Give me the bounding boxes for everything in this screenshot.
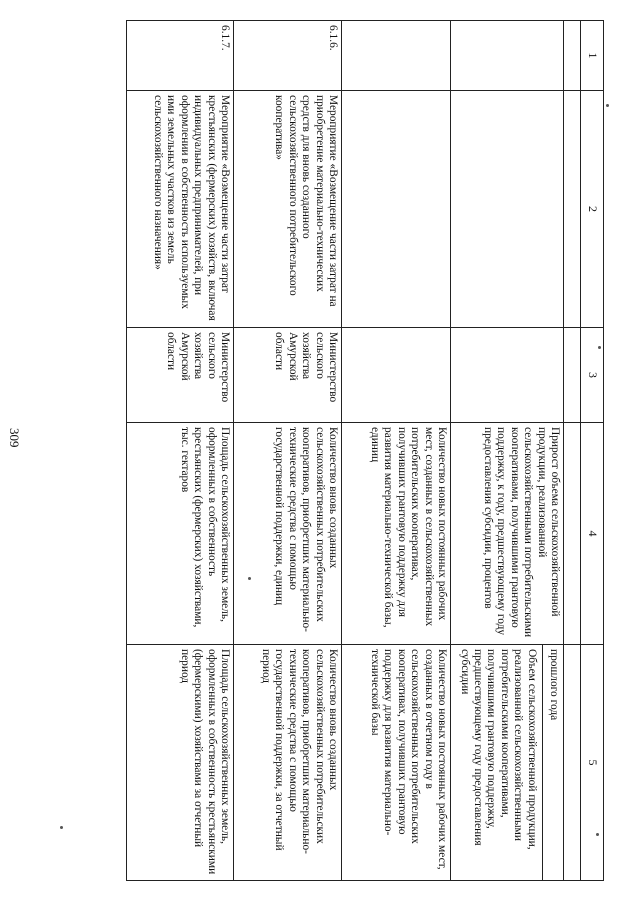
table-cell (564, 21, 581, 91)
table-cell (564, 328, 581, 423)
scan-speck (596, 833, 599, 836)
table-cell (564, 423, 581, 645)
table-cell (564, 645, 581, 881)
indicator-cell: Прирост объема сельскохозяйственной продукции, реализованной сельскохозяйственными потребительскими кооперативами, получившими грантовую поддержку, к году, предшествующему году предоставления субсидии, процентов (451, 423, 564, 645)
rotated-page (54, 20, 604, 880)
header-row (581, 21, 604, 881)
method-cell: Количество новых постоянных рабочих мест, созданных в отчетном году в сельскохозяйственных потребительских кооперативах, получивших грантовую поддержку для развития материально-технической базы (342, 645, 451, 881)
table-row (451, 21, 564, 881)
method-cell: Количество вновь созданных сельскохозяйственных потребительских кооперативов, приобретших материально-технические средства с помощью государственной поддержки, за отчетный период (234, 645, 342, 881)
method-text-2: Объем сельскохозяйственной продукции, реализованной сельскохозяйственными потребительскими кооперативами, получившими грантовую поддержку, предшествующему году предоставления субсидии (457, 645, 542, 880)
row-number: 6.1.7. (127, 21, 234, 91)
header-col-3: 3 (581, 328, 604, 423)
indicators-table (126, 20, 604, 881)
indicator-cell: Количество новых постоянных рабочих мест, созданных в сельскохозяйственных потребительских кооперативах, получивших грантовую поддержку для развития материально-технической базы, единиц (342, 423, 451, 645)
executor-cell (342, 328, 451, 423)
method-text: прошлого года (548, 649, 560, 721)
table-row (234, 21, 342, 881)
table-cell (564, 91, 581, 328)
indicator-cell: Количество вновь созданных сельскохозяйственных потребительских кооперативов, приобретших материально-технические средства с помощью государственной поддержки, единиц (234, 423, 342, 645)
header-col-2: 2 (581, 91, 604, 328)
table-row (342, 21, 451, 881)
header-col-5: 5 (581, 645, 604, 881)
method-cell: Площадь сельскохозяйственных земель, оформленных в собственность крестьянскими (фермерскими) хозяйствами за отчетный период (127, 645, 234, 881)
activity-cell: Мероприятие «Возмещение части затрат на приобретение материально-технических средств для вновь созданного сельскохозяйственного потребительского кооператива» (234, 91, 342, 328)
scan-speck (60, 826, 63, 829)
scan-speck (606, 104, 609, 107)
header-col-4: 4 (581, 423, 604, 645)
activity-cell: Мероприятие «Возмещение части затрат крестьянских (фермерских) хозяйств, включая индивидуальных предпринимателей, при оформлении в собственность используемых ими земельных участков из земель сельскохозяйственного назначения» (127, 91, 234, 328)
executor-cell (451, 328, 564, 423)
table-row (127, 21, 234, 881)
executor-cell: Министерство сельского хозяйства Амурской области (127, 328, 234, 423)
page-number: 309 (7, 428, 22, 448)
scan-speck (598, 346, 601, 349)
activity-cell (342, 91, 451, 328)
row-number (451, 21, 564, 91)
indicator-cell: Площадь сельскохозяйственных земель, оформленных в собственность крестьянских (фермерских) хозяйствами, тыс. гектаров (127, 423, 234, 645)
table-row (564, 21, 581, 881)
row-number (342, 21, 451, 91)
executor-cell: Министерство сельского хозяйства Амурской области (234, 328, 342, 423)
header-col-1: 1 (581, 21, 604, 91)
row-number: 6.1.6. (234, 21, 342, 91)
scan-speck (248, 577, 251, 580)
activity-cell (451, 91, 564, 328)
method-cell (451, 645, 564, 881)
